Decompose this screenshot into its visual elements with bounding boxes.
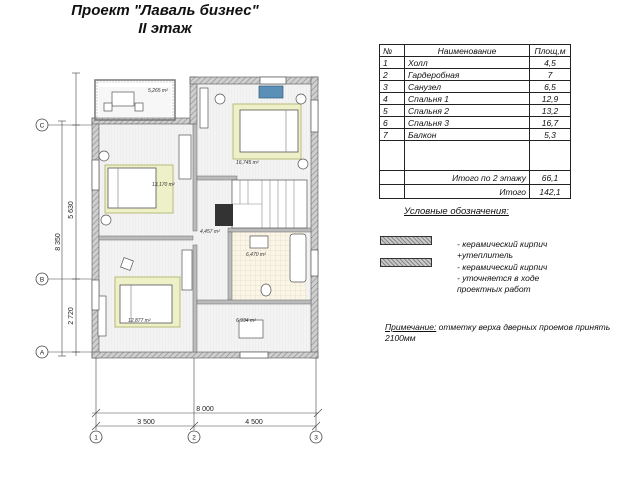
dim-right-span: 4 500 <box>245 419 263 426</box>
area-bedroom-left-bottom: 12,877 m² <box>128 318 151 324</box>
axis-c: C <box>39 122 45 130</box>
legend-item-2: - керамический кирпич - уточняется в ходе проектных работ <box>457 262 548 294</box>
area-balcony: 5,265 m² <box>148 88 168 94</box>
area-bedroom-left-top: 13,170 m² <box>152 182 175 188</box>
table-row: 6 Спальня 3 16,7 <box>380 117 571 129</box>
dim-lower-height: 2 720 <box>68 307 75 325</box>
plan-subtitle: II этаж <box>138 20 192 37</box>
axis-1: 1 <box>94 434 98 442</box>
area-bath: 6,470 m² <box>246 252 266 258</box>
rooms-table <box>379 44 571 199</box>
table-row: 3 Санузел 6,5 <box>380 81 571 93</box>
table-row: 2 Гардеробная 7 <box>380 69 571 81</box>
plan-title: Проект "Лаваль бизнес" <box>71 2 259 19</box>
col-number: № <box>380 45 405 57</box>
legend-item-1: - керамический кирпич +утеплитель <box>457 239 548 260</box>
total-floor-row: Итого по 2 этажу 66,1 <box>380 171 571 185</box>
area-hall: 4,457 m² <box>200 229 220 235</box>
axis-3: 3 <box>314 434 318 442</box>
dim-left-span: 3 500 <box>137 419 155 426</box>
table-row: 5 Спальня 2 13,2 <box>380 105 571 117</box>
axis-b: B <box>39 276 45 284</box>
area-wardrobe: 6,934 m² <box>236 318 256 324</box>
legend-swatch-insulated <box>380 236 432 245</box>
col-name: Наименование <box>405 45 530 57</box>
axis-a: A <box>39 349 45 357</box>
table-row: 7 Балкон 5,3 <box>380 129 571 141</box>
note: Примечание: отметку верха дверных проемов принять 2100мм <box>385 322 611 343</box>
legend-swatch-brick <box>380 258 432 267</box>
total-row: Итого 142,1 <box>380 185 571 199</box>
dim-total-width: 8 000 <box>196 406 214 413</box>
axis-2: 2 <box>192 434 196 442</box>
table-row: 1 Холл 4,5 <box>380 57 571 69</box>
area-bedroom-top-right: 16,745 m² <box>236 160 259 166</box>
legend-title: Условные обозначения: <box>404 206 509 217</box>
col-area: Площ,м <box>530 45 571 57</box>
dim-upper-height: 5 630 <box>68 201 75 219</box>
dim-total-height: 8 350 <box>55 233 62 251</box>
table-row: 4 Спальня 1 12,9 <box>380 93 571 105</box>
